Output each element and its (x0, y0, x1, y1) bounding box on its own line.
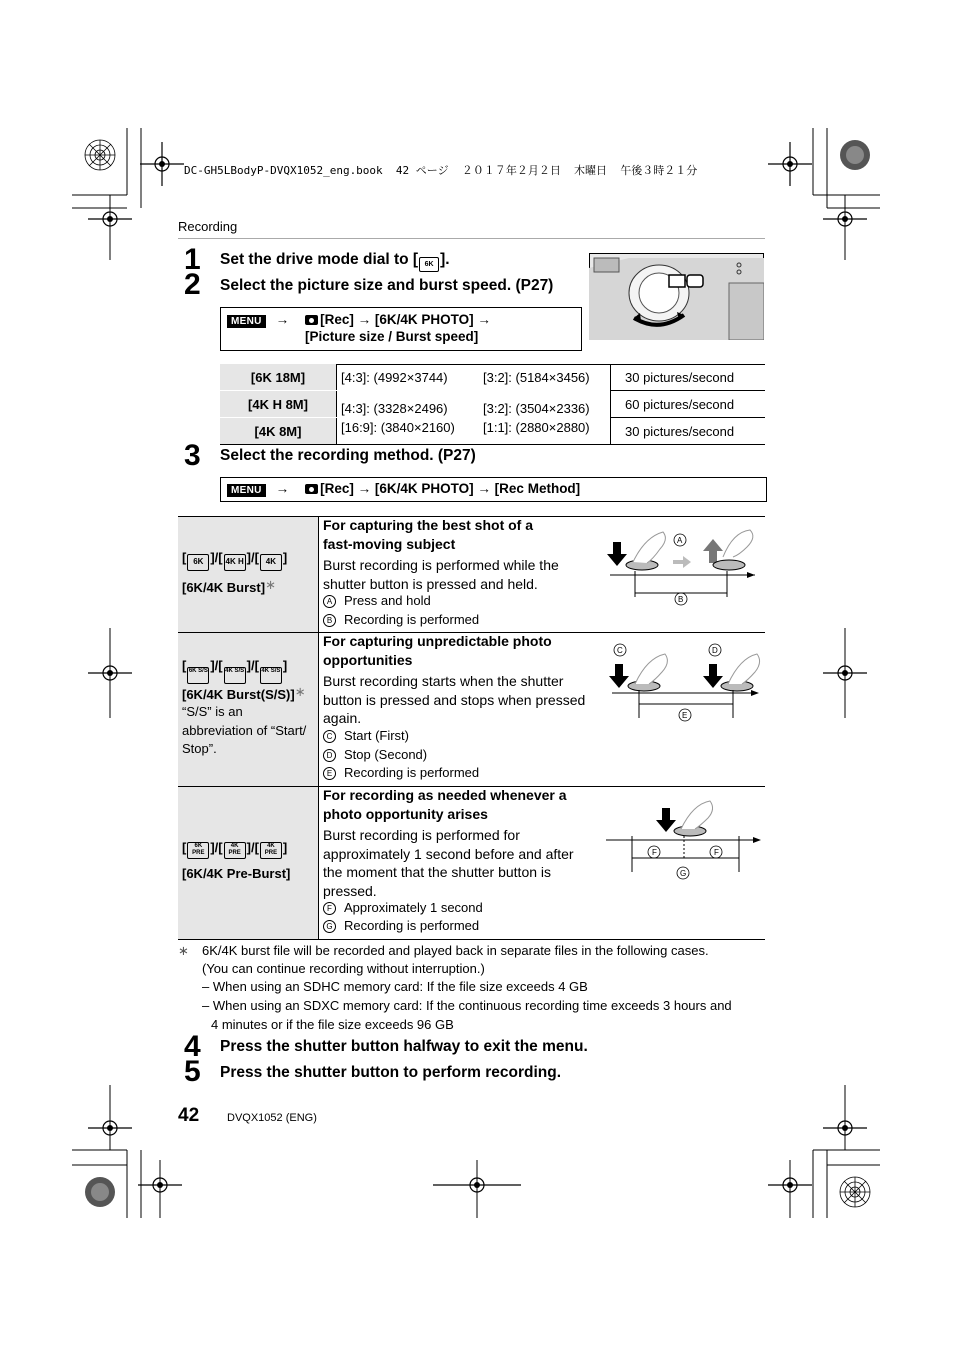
6k-pre-burst-icon: 6K PRE (187, 842, 209, 859)
4k-burst-icon: 4K (260, 554, 282, 571)
size-value: [16:9]: (3840×2160) (341, 419, 455, 435)
4k-pre-burst-icon: 4K PRE (260, 842, 282, 859)
burst-speed-cell: 30 pictures/second (611, 418, 766, 445)
mode-burst-ss-heading: For capturing unpredictable photo opportunities (323, 633, 552, 668)
callout-marker: F (714, 848, 719, 857)
footnote-line: 4 minutes or if the file size exceeds 96 GB (211, 1017, 454, 1032)
callout-marker: B (323, 614, 336, 627)
pre-burst-diagram (604, 800, 762, 885)
step-3-text: Select the recording method. (P27) (220, 447, 476, 464)
callout-marker: C (617, 646, 623, 655)
footnote-line: 6K/4K burst file will be recorded and played back in separate files in the following cases. (202, 943, 709, 958)
footnote-line: – When using an SDHC memory card: If the file size exceeds 4 GB (202, 979, 588, 994)
header-rule (178, 238, 765, 239)
step-2-text: Select the picture size and burst speed. (P27) (220, 277, 554, 294)
mode-pre-burst-name: [6K/4K Pre-Burst] (182, 866, 291, 881)
size-value: [1:1]: (2880×2880) (483, 419, 590, 435)
4k-burst-ss-icon: 4K S/S (260, 667, 282, 684)
legend-item (323, 611, 479, 630)
6k-burst-icon: 6K (187, 554, 209, 571)
step-5-text: Press the shutter button to perform recording. (220, 1064, 562, 1081)
legend-item (323, 592, 431, 611)
step-1-label: Set the drive mode dial to [ (220, 251, 419, 268)
menu-path-box-1 (220, 307, 582, 351)
camera-dial-illustration (589, 253, 764, 340)
step-1-text (220, 251, 450, 272)
table-row (220, 391, 765, 418)
footnote-line: – When using an SDXC memory card: If the continuous recording time exceeds 3 hours and (202, 998, 732, 1013)
callout-marker: F (323, 902, 336, 915)
legend-text: Recording is performed (344, 918, 480, 933)
4k-h-burst-ss-icon: 4K S/S (224, 667, 246, 684)
mode-pre-burst-body: Burst recording is performed for approximately 1 second before and after the moment that the shutter button is pressed. (323, 827, 574, 899)
drive-mode-6k-icon: 6K (419, 257, 439, 272)
callout-marker: D (323, 749, 336, 762)
mode-label-cell (178, 517, 318, 632)
mode-pre-burst-heading: For recording as needed whenever a photo opportunity arises (323, 787, 567, 822)
mode-name: [6K/4K Burst(S/S)] (182, 687, 295, 702)
callout-marker: E (682, 711, 688, 720)
footnote-mark: ∗ (294, 684, 306, 699)
picture-size-table (220, 364, 765, 445)
callout-marker: E (323, 767, 336, 780)
legend-text: Start (First) (344, 728, 409, 743)
step-1-number: 1 (184, 243, 201, 276)
mode-table-rule (178, 939, 765, 940)
size-cell (337, 391, 480, 445)
step-3-number: 3 (184, 439, 201, 472)
legend-text: Approximately 1 second (344, 900, 483, 915)
footnote-line: (You can continue recording without interruption.) (202, 961, 485, 976)
print-info-line: DC-GH5LBodyP-DVQX1052_eng.book 42 ページ ２０１７年２月２日 木曜日 午後３時２１分 (184, 164, 698, 177)
mode-name: [6K/4K Burst] (182, 580, 266, 595)
mode-burst-icons: [ 6K ]/[ 4K H ]/[ 4K ] (182, 550, 287, 571)
menu-path-2-text: [Rec] → [6K/4K PHOTO] → [Rec Method] (320, 481, 581, 496)
legend-item (323, 764, 479, 783)
footnote-mark: ∗ (178, 943, 189, 958)
size-label-4k-8m: [4K 8M] (220, 418, 337, 445)
size-value: [3:2]: (3504×2336) (483, 400, 590, 416)
section-header: Recording (178, 219, 238, 234)
footnote-mark: ∗ (265, 577, 276, 592)
mode-burst-body: Burst recording is performed while the shutter button is pressed and held. (323, 557, 559, 592)
menu-path-2-line (227, 481, 580, 497)
size-label-4k-h-8m: [4K H 8M] (220, 391, 337, 418)
legend-item (323, 899, 483, 918)
burst-speed-cell: 30 pictures/second (611, 364, 766, 391)
mode-burst-ss-body: Burst recording starts when the shutter button is pressed and stops when pressed again. (323, 673, 586, 726)
menu-path-box-2 (220, 477, 767, 502)
menu-path-1-text: [Rec] → [6K/4K PHOTO] → (320, 312, 491, 327)
size-value: [4:3]: (3328×2496) (341, 400, 448, 416)
camera-icon (305, 484, 318, 494)
callout-marker: D (712, 646, 718, 655)
callout-marker: C (323, 730, 336, 743)
menu-arrow: → (275, 312, 290, 327)
start-stop-diagram (607, 640, 762, 725)
menu-icon: MENU (227, 484, 266, 497)
step-5-number: 5 (184, 1055, 201, 1088)
menu-icon: MENU (227, 315, 266, 328)
size-label-6k-18m: [6K 18M] (220, 364, 337, 391)
legend-text: Recording is performed (344, 612, 480, 627)
callout-marker: G (323, 920, 336, 933)
legend-text: Stop (Second) (344, 747, 428, 762)
mode-burst-ss-name (182, 684, 306, 702)
legend-item (323, 746, 427, 765)
4k-h-pre-burst-icon: 4K PRE (224, 842, 246, 859)
burst-speed-cell: 60 pictures/second (611, 391, 766, 418)
legend-item (323, 727, 409, 746)
callout-marker: G (680, 869, 687, 878)
4k-h-burst-icon: 4K H (224, 554, 246, 571)
size-cell (479, 391, 611, 445)
6k-burst-ss-icon: 6K S/S (187, 667, 209, 684)
mode-burst-ss-icons: [ 6K S/S ]/[ 4K S/S ]/[ 4K S/S ] (182, 658, 287, 684)
step-1-end: ]. (440, 251, 450, 268)
press-and-hold-diagram (605, 527, 760, 612)
mode-burst-heading: For capturing the best shot of a fast-moving subject (323, 517, 534, 552)
legend-text: Recording is performed (344, 765, 480, 780)
step-4-text: Press the shutter button halfway to exit the menu. (220, 1038, 588, 1055)
callout-marker: A (677, 536, 683, 545)
menu-arrow: → (275, 481, 290, 496)
mode-burst-ss-note: “S/S” is an abbreviation of “Start/ Stop”. (182, 704, 307, 756)
step-2-number: 2 (184, 268, 201, 301)
table-row (220, 364, 765, 391)
size-cell: [4:3]: (4992×3744) (341, 369, 448, 385)
callout-marker: A (323, 595, 336, 608)
callout-marker: B (678, 595, 684, 604)
document-code: DVQX1052 (ENG) (227, 1112, 317, 1124)
legend-item (323, 917, 479, 936)
mode-burst-name (182, 577, 276, 595)
size-cell: [3:2]: (5184×3456) (479, 364, 611, 391)
mode-pre-burst-icons: [ 6K PRE ]/[ 4K PRE ]/[ 4K PRE ] (182, 840, 287, 859)
legend-text: Press and hold (344, 593, 431, 608)
mode-divider (318, 517, 319, 939)
menu-path-1-line2: [Picture size / Burst speed] (305, 329, 479, 344)
step-4-number: 4 (184, 1030, 201, 1063)
camera-icon (305, 315, 318, 325)
menu-path-1-line1 (227, 312, 491, 328)
mode-label-cell (178, 787, 318, 939)
callout-marker: F (652, 848, 657, 857)
page-number: 42 (178, 1105, 200, 1126)
